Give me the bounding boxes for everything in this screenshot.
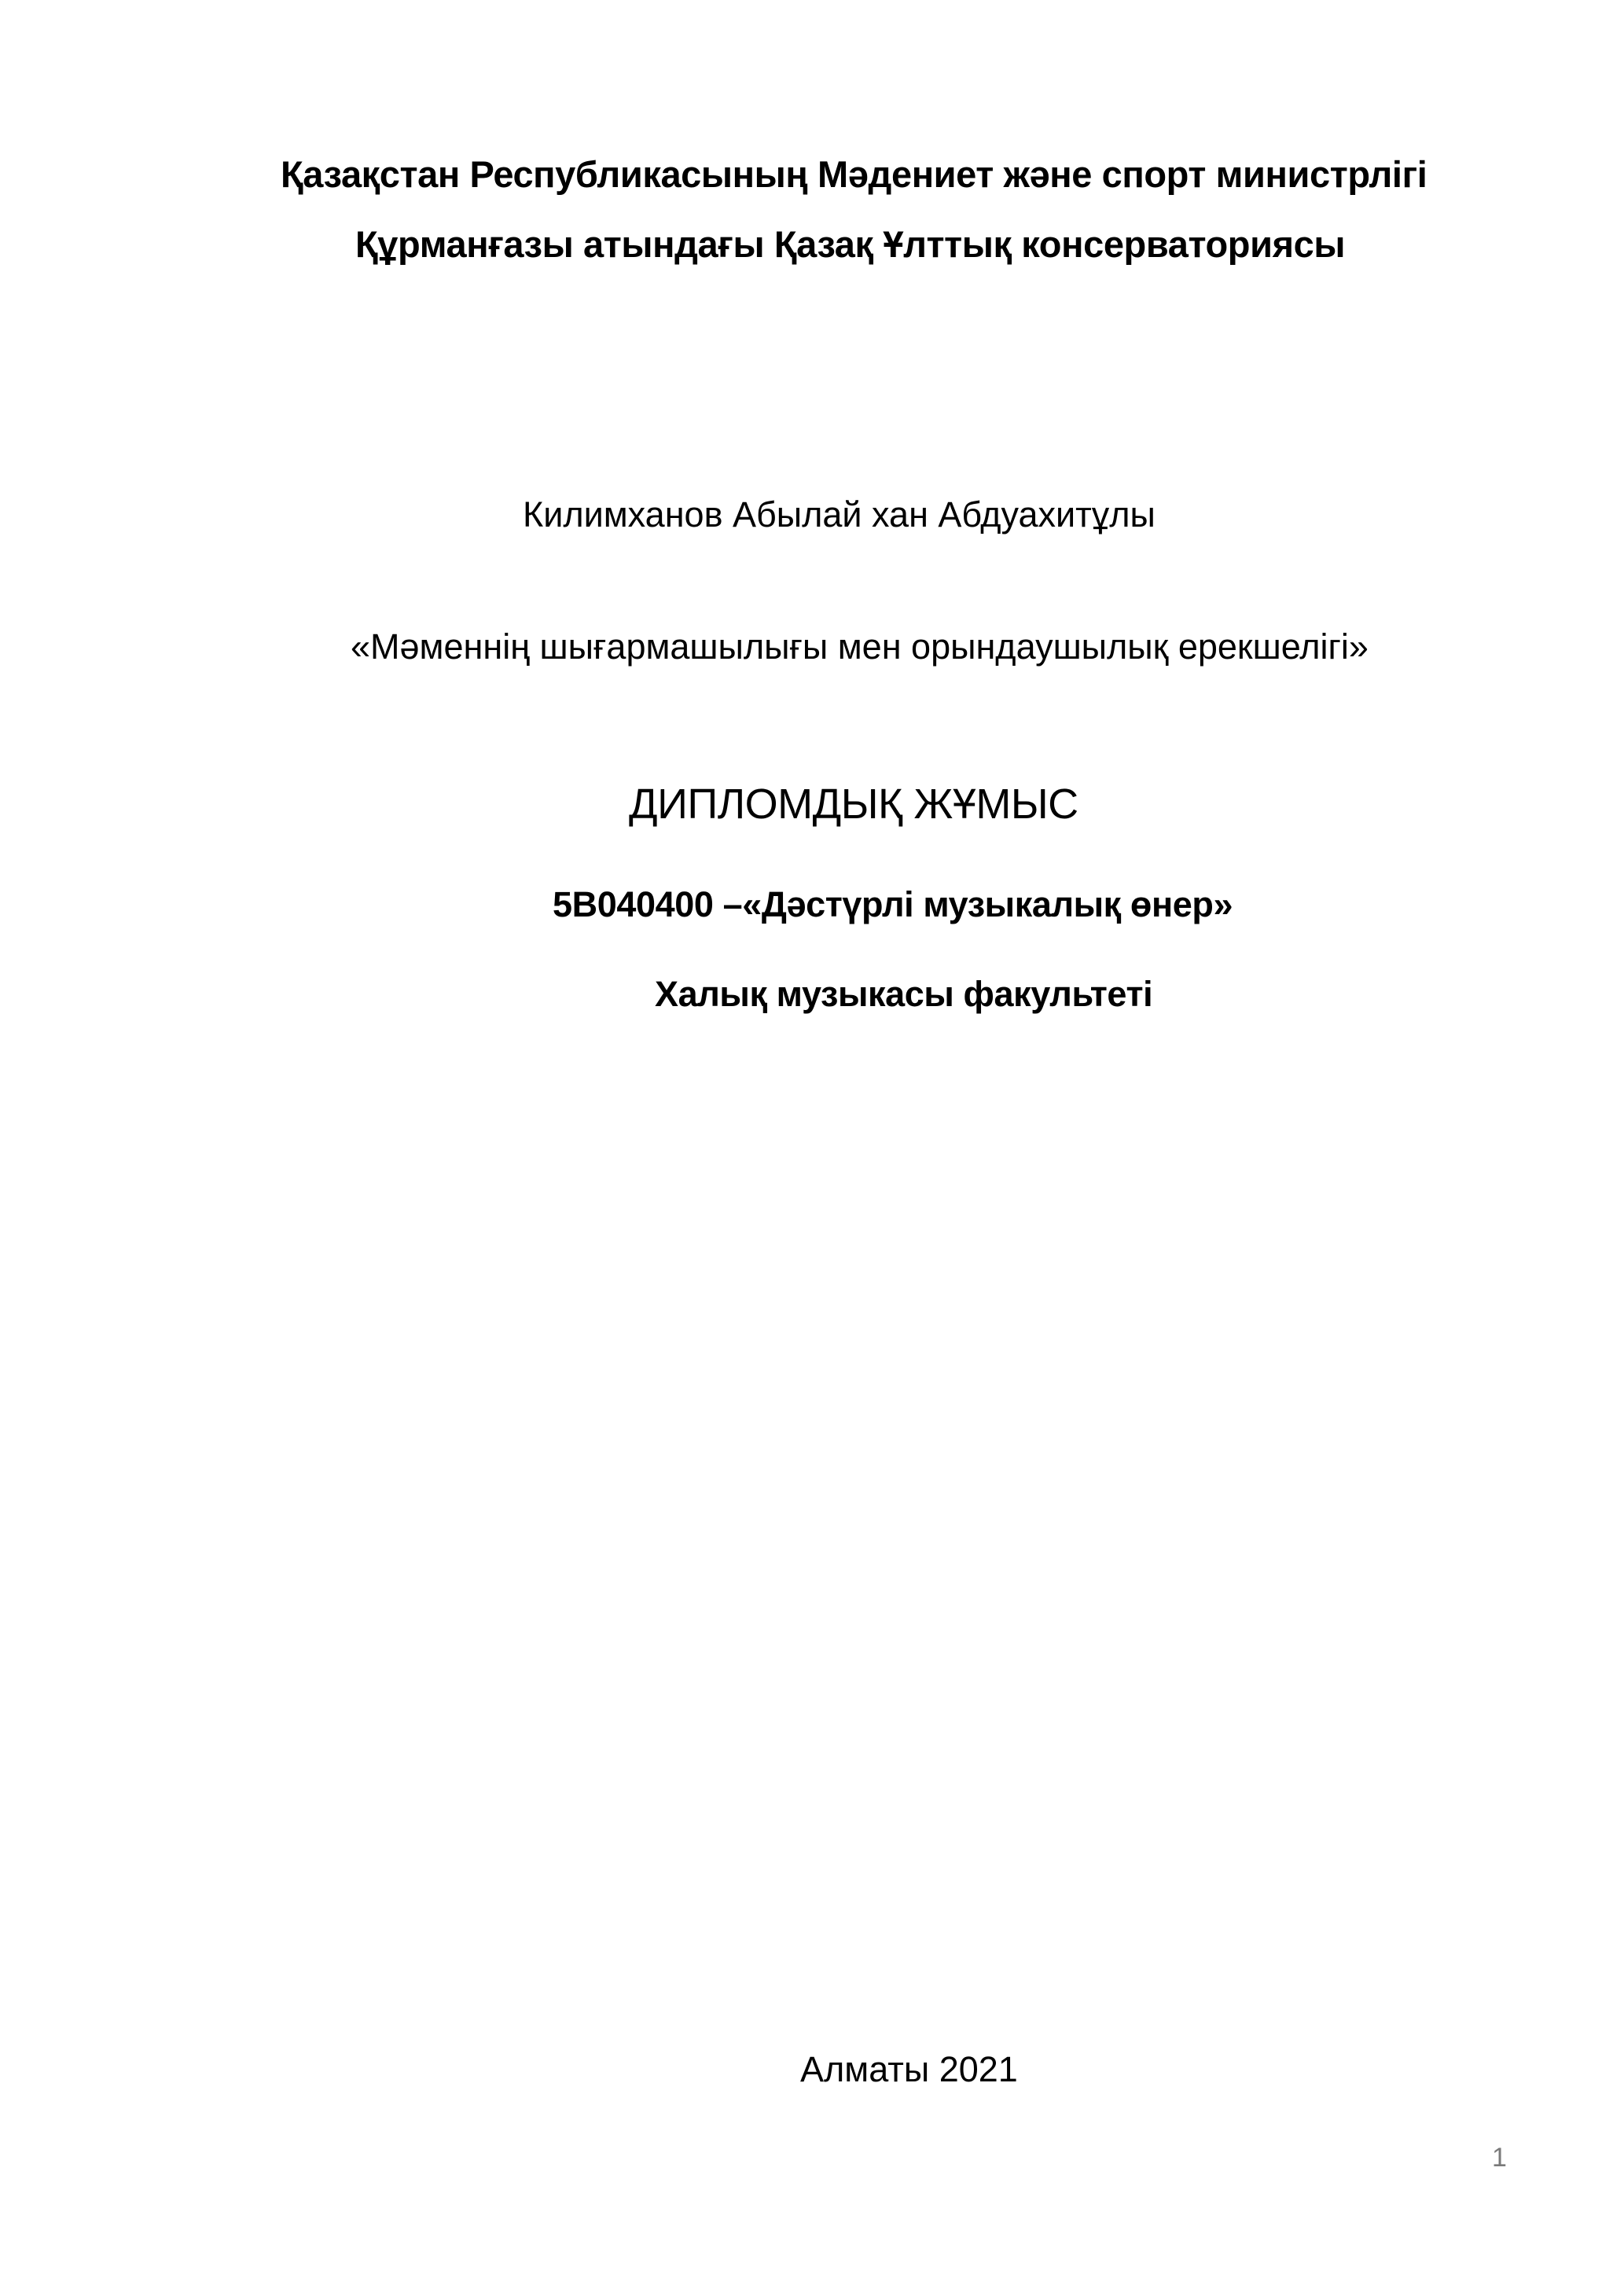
faculty-name: Халық музыкасы факультеті [655, 974, 1153, 1014]
author-name: Килимханов Абылай хан Абдуахитұлы [523, 494, 1156, 535]
specialty-code: 5B040400 –«Дәстүрлі музыкалық өнер» [553, 884, 1233, 924]
city-year: Алматы 2021 [800, 2049, 1018, 2089]
conservatory-name: Құрманғазы атындағы Қазақ Ұлттық консерваториясы [355, 223, 1346, 265]
page-number: 1 [1492, 2143, 1507, 2173]
ministry-name: Қазақстан Республикасының Мәдениет және спорт министрлігі [281, 153, 1427, 195]
work-type-heading: ДИПЛОМДЫҚ ЖҰМЫС [629, 781, 1078, 828]
thesis-topic: «Мәменнің шығармашылығы мен орындаушылық ерекшелігі» [351, 626, 1369, 667]
